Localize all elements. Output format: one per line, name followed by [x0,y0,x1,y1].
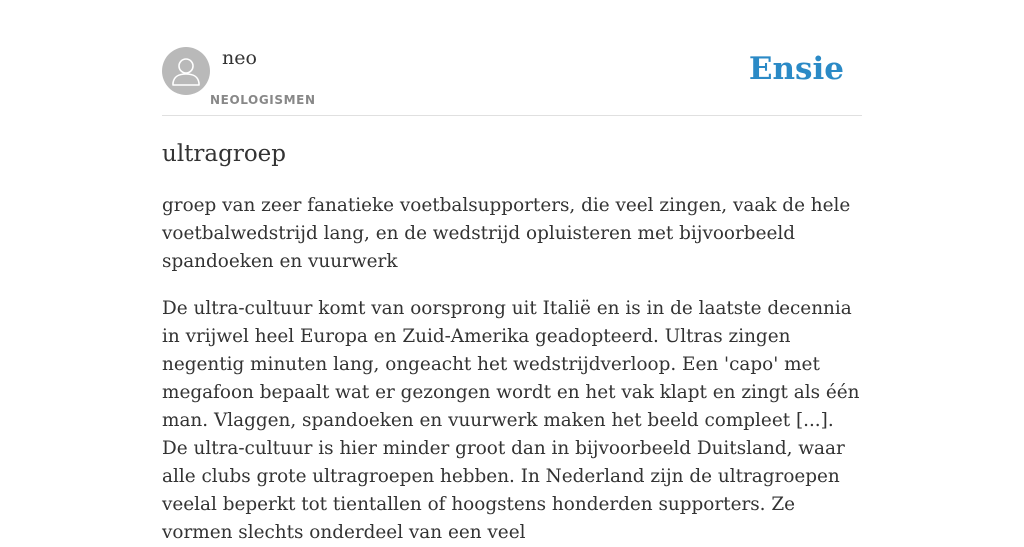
user-icon [162,47,210,95]
content-container [162,0,862,543]
entry-example: De ultra-cultuur komt van oorsprong uit Italië en is in de laatste decennia in vrijwel heel Europa en Zuid-Amerika geadopteerd. Ultras zingen negentig minuten lang, ongeacht het wedstrijdverloop. Een 'capo' met megafoon bepaalt wat er gezongen wordt en het vak klapt en zingt als één man. Vlaggen, spandoeken en vuurwerk maken het beeld compleet [...]. De ultra-cultuur is hier minder groot dan in bijvoorbeeld Duitsland, waar alle clubs grote ultragroepen hebben. In Nederland zijn de ultragroepen veelal beperkt tot tientallen of hoogstens honderden supporters. Ze vormen slechts onderdeel van een veel [162,298,860,543]
brand-logo-link[interactable]: Ensie [748,51,844,87]
header [162,0,862,116]
entry-term: ultragroep [162,141,287,167]
avatar[interactable] [162,47,210,95]
username-link[interactable]: neo [222,47,257,69]
entry-definition: groep van zeer fanatieke voetbalsupporters, die veel zingen, vaak de hele voetbalwedstrijd lang, en de wedstrijd opluisteren met bijvoorbeeld spandoeken en vuurwerk [162,195,851,272]
collection-link[interactable]: NEOLOGISMEN [210,93,316,107]
